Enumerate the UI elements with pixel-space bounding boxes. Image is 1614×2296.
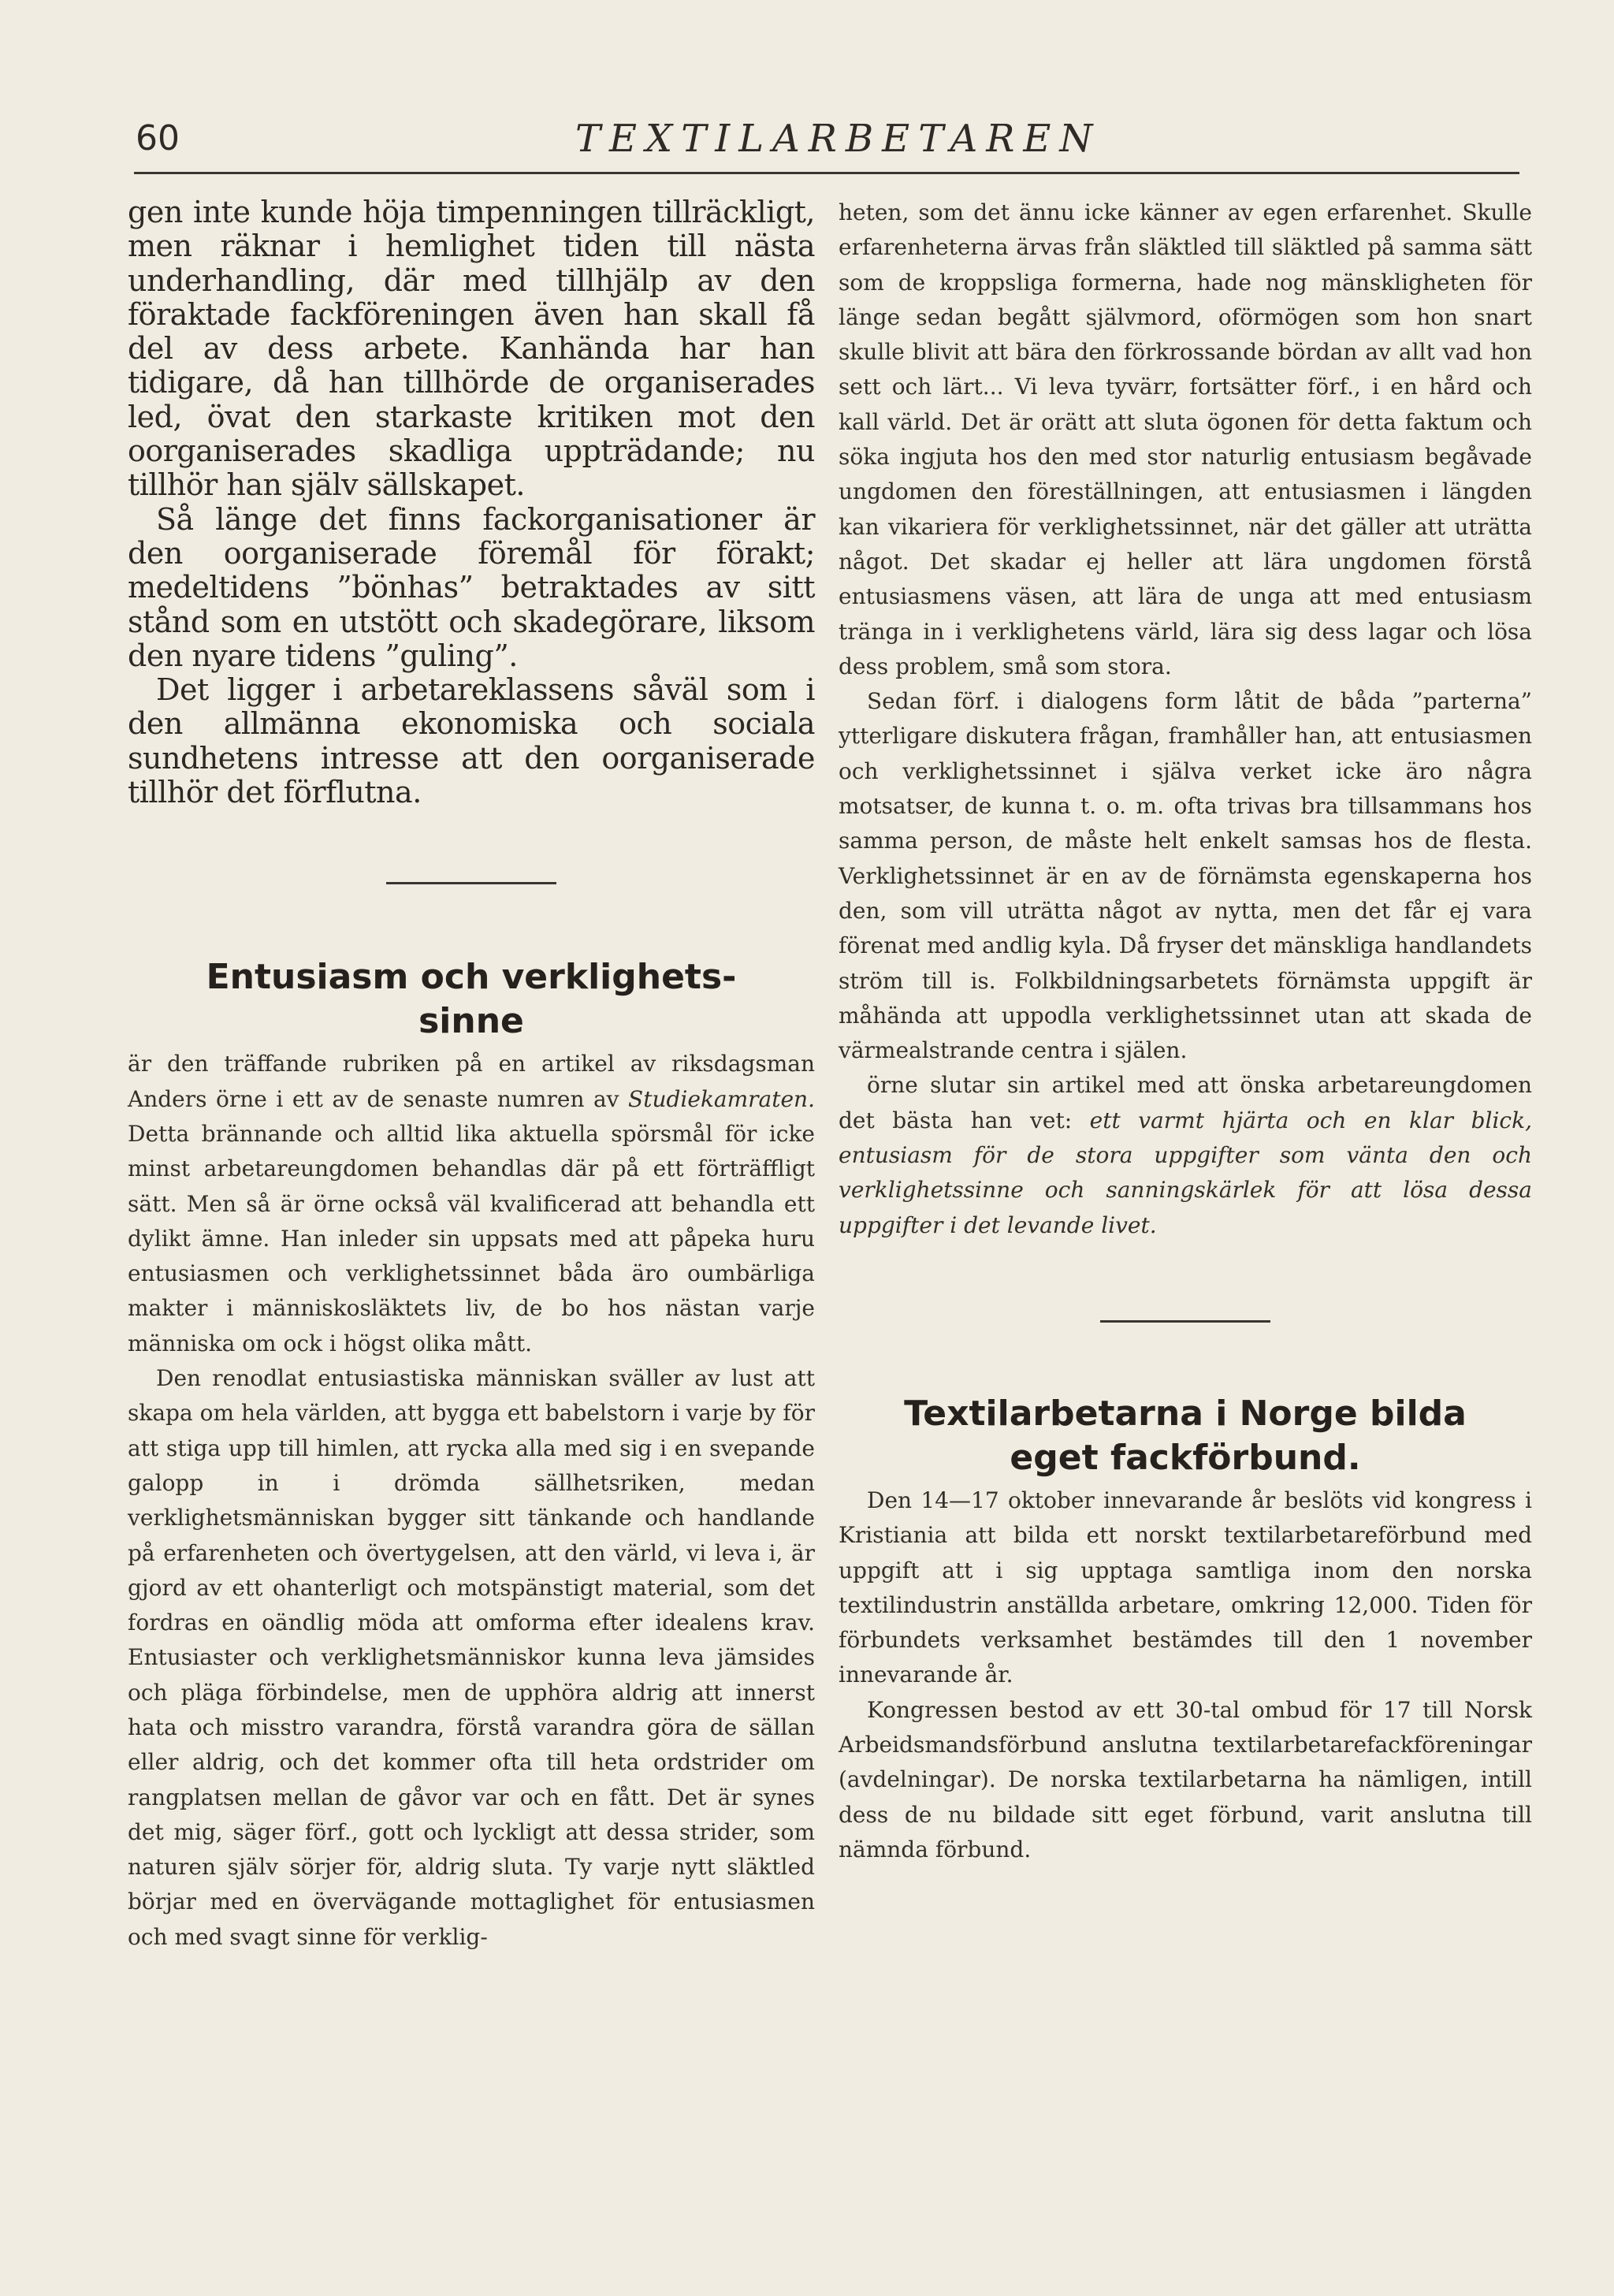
- article-title-line: eget fackförbund.: [1010, 1437, 1361, 1478]
- text-run: Detta brännande och alltid lika aktuella spörsmål för icke minst arbetareungdomen behandlas där på ett förträffligt sätt. Men så är örne också väl kvalificerad att behandla ett dylikt ämne. Han inleder sin uppsats med att påpeka huru entusiasmen och verklighetssinnet båda äro oumbärliga makter i människosläktets liv, de bo hos nästan varje människa om ock i högst olika mått.: [128, 1120, 815, 1356]
- text-run: örne slutar sin artikel med att önska arbetareungdomen det bästa han vet:: [839, 1072, 1532, 1133]
- italic-text: Studiekamraten.: [628, 1085, 815, 1112]
- article-title-line: Entusiasm och verklighets-: [206, 957, 737, 998]
- article-heading: [839, 1392, 1532, 1480]
- article-paragraph: Den renodlat entusiastiska människan sväller av lust att skapa om hela världen, att bygga ett babelstorn i varje by för att stiga upp till himlen, att rycka alla med sig i en svepande galopp in i drömda sällhetsriken, medan verklighetsmänniskan bygger sitt tänkande och handlande på erfarenheten och övertygelsen, att den värld, vi leva i, är gjord av ett ohanterligt och motspänstigt material, som det fordras en oändlig möda att omforma efter idealens krav. Entusiaster och verklighetsmänniskor kunna leva jämsides och pläga förbindelse, men de upphöra aldrig att innerst hata och misstro varandra, förstå varandra göra de sällan eller aldrig, och det kommer ofta till heta ordstrider om rangplatsen mellan de gåvor var och en fått. Det är synes det mig, säger förf., gott och lyckligt att dessa strider, som naturen själv sörjer för, aldrig sluta. Ty varje nytt släktled börjar med en övervägande mottaglighet för entusiasmen och med svagt sinne för verklig-: [128, 1365, 815, 1950]
- right-column: [839, 195, 1532, 1867]
- continued-article: [128, 195, 815, 809]
- article-paragraph: Den 14—17 oktober innevarande år beslöts vid kongress i Kristiania att bilda ett norskt textilarbetareförbund med uppgift att i sig upptaga samtliga inom den norska textilindustrin anställda arbetare, omkring 12,000. Tiden för förbundets verksamhet bestämdes till den 1 november innevarande år.: [839, 1487, 1532, 1688]
- article-title-line: sinne: [418, 1001, 524, 1042]
- article-heading: [128, 955, 815, 1044]
- section-divider: [1100, 1320, 1270, 1323]
- section-divider: [386, 882, 556, 884]
- lead-paragraph: Det ligger i arbetareklassens såväl som i den allmänna ekonomiska och sociala sundhetens intresse att den oorganiserade tillhör det förflutna.: [128, 672, 815, 810]
- article-body: [839, 1483, 1532, 1867]
- lead-paragraph: Så länge det finns fackorganisationer är den oorganiserade föremål för förakt; medeltidens ”bönhas” betraktades av sitt stånd som en utstött och skadegörare, liksom den nyare tidens ”guling”.: [128, 501, 815, 673]
- article-paragraph: Kongressen bestod av ett 30-tal ombud för 17 till Norsk Arbeidsmandsförbund anslutna textilarbetarefackföreningar (avdelningar). De norska textilarbetarna ha nämligen, intill dess de nu bildade sitt eget förbund, varit anslutna till nämnda förbund.: [839, 1696, 1532, 1862]
- lead-paragraph: gen inte kunde höja timpenningen tillräckligt, men räknar i hemlighet tiden till nästa underhandling, där med tillhjälp av den föraktade fackföreningen även han skall få del av dess arbete. Kanhända har han tidigare, då han tillhörde de organiserades led, övat den starkaste kritiken mot den oorganiserades skadliga uppträdande; nu tillhör han själv sällskapet.: [128, 195, 815, 503]
- article-body: [128, 1047, 815, 1955]
- text-run: är den träffande rubriken på en artikel av riksdagsman Anders örne i ett av de senaste numren av: [128, 1051, 815, 1112]
- page-header: [134, 117, 1519, 174]
- article-paragraph: heten, som det ännu icke känner av egen erfarenhet. Skulle erfarenheterna ärvas från släktled till släktled på samma sätt som de kroppsliga formerna, hade nog mänskligheten för länge sedan begått självmord, oförmögen som hon snart skulle blivit att bära den förkrossande bördan av allt vad hon sett och lärt... Vi leva tyvärr, fortsätter förf., i en hård och kall värld. Det är orätt att sluta ögonen för detta faktum och söka ingjuta hos den med stor naturlig entusiasm begåvade ungdomen den föreställningen, att entusiasmen i längden kan vikariera för verklighetssinnet, när det gäller att uträtta något. Det skadar ej heller att lära ungdomen förstå entusiasmens väsen, att lära de unga att med entusiasm tränga in i verklighetens värld, lära sig dess lagar och lösa dess problem, små som stora.: [839, 199, 1532, 679]
- article-paragraph: [839, 1068, 1532, 1242]
- italic-text: ett varmt hjärta och en klar blick, entusiasm för de stora uppgifter som vänta den och verklighetssinne och sanningskärlek för att lösa dessa uppgifter i det levande livet.: [839, 1107, 1532, 1238]
- article-paragraph: Sedan förf. i dialogens form låtit de båda ”parterna” ytterligare diskutera frågan, framhåller han, att entusiasmen och verklighetssinnet i själva verket icke äro några motsatser, de kunna t. o. m. ofta trivas bra tillsammans hos samma person, de måste helt enkelt samsas hos de flesta. Verklighetssinnet är en av de förnämsta egenskaperna hos den, som vill uträtta något av nytta, men det får ej vara förenat med andlig kyla. Då fryser det mänskliga handlandets ström till is. Folkbildningsarbetets förnämsta uppgift är måhända att uppodla verklighetssinnet utan att skada de värmealstrande centra i själen.: [839, 688, 1532, 1064]
- article-paragraph: [128, 1047, 815, 1361]
- left-column: [128, 195, 815, 1955]
- journal-title: TEXTILARBETAREN: [575, 117, 1102, 161]
- article-title-line: Textilarbetarna i Norge bilda: [904, 1393, 1467, 1434]
- article-body-continued: [839, 195, 1532, 1243]
- page-number: 60: [136, 118, 180, 158]
